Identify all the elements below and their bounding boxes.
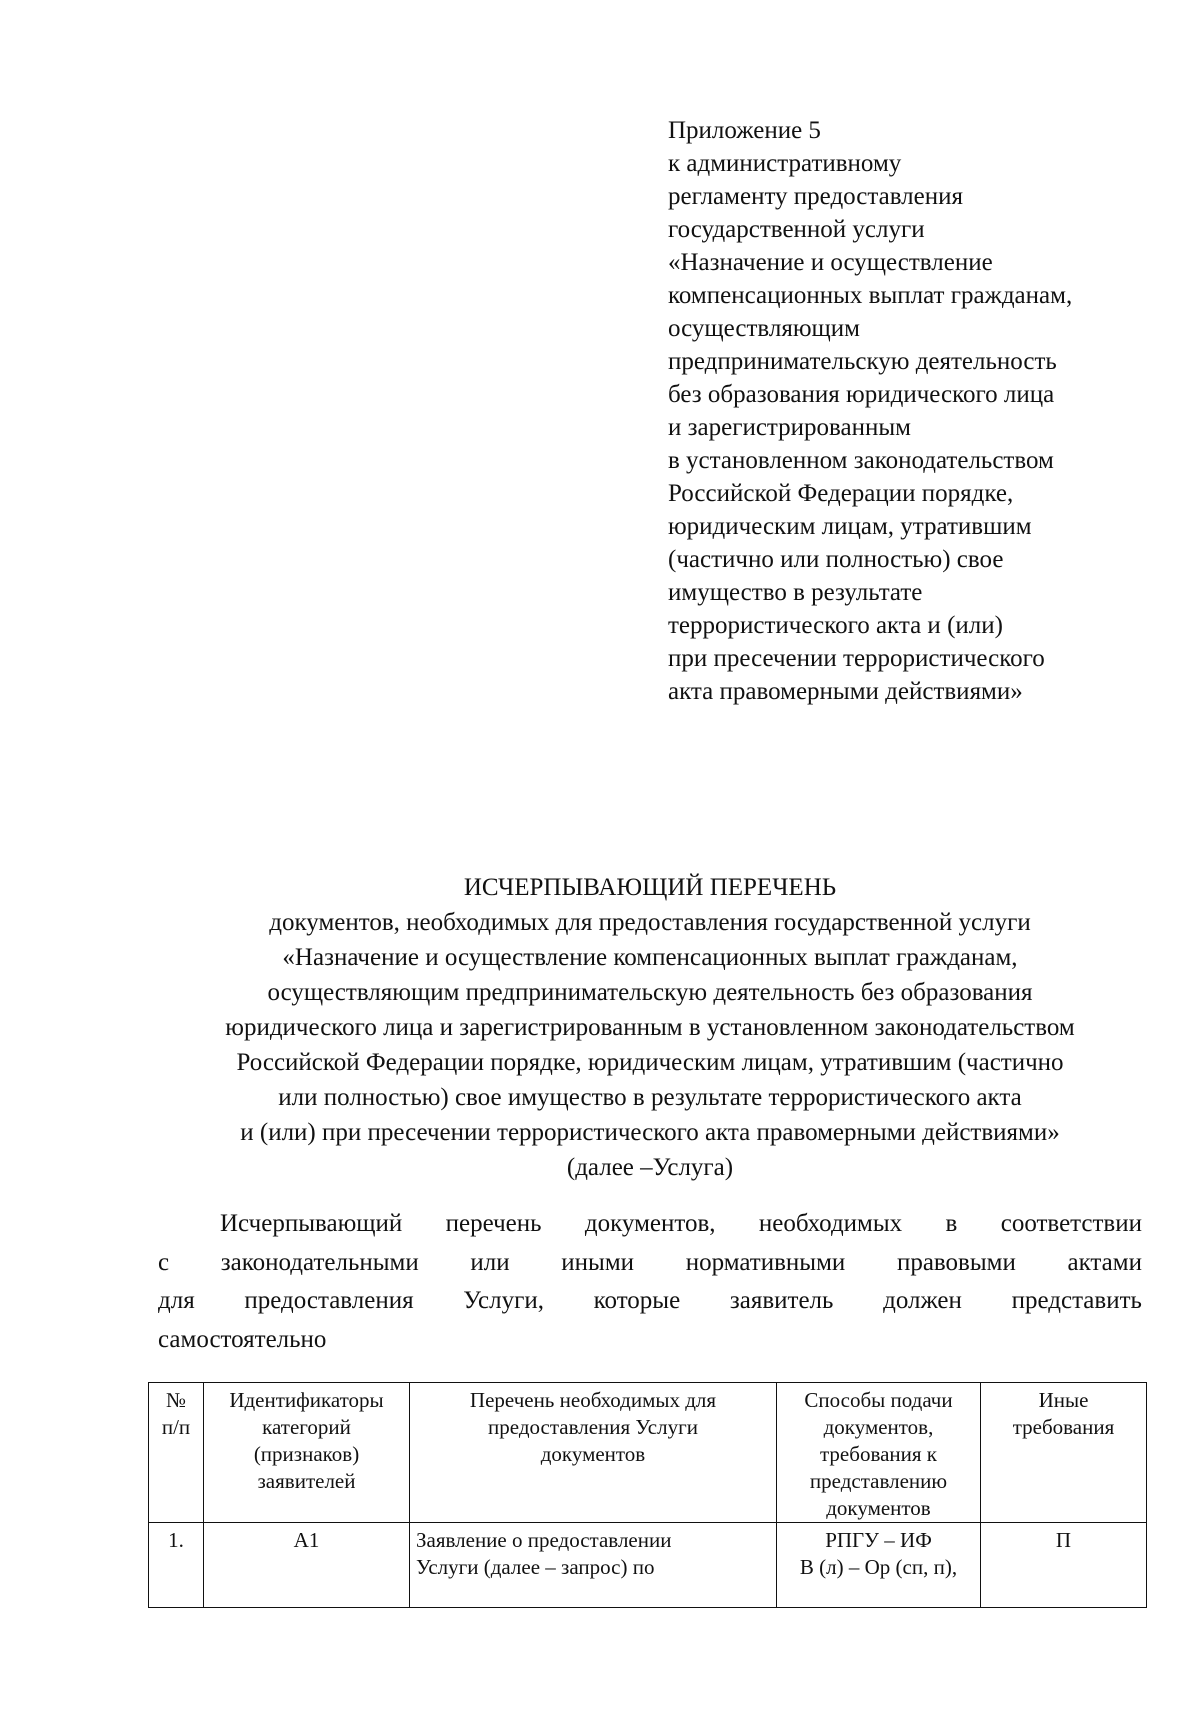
cell-text: Заявление о предоставлении	[416, 1528, 672, 1552]
intro-word: самостоятельно	[158, 1325, 327, 1353]
header-text: Идентификаторы	[229, 1388, 384, 1412]
cell-text: Услуги (далее – запрос) по	[416, 1555, 655, 1579]
intro-word: или	[470, 1248, 510, 1276]
table-row	[149, 1523, 1147, 1608]
header-cell-other	[981, 1383, 1147, 1523]
header-text: документов	[826, 1496, 931, 1520]
intro-word: соответствии	[1000, 1210, 1142, 1237]
intro-word: должен	[883, 1287, 962, 1314]
table-header-row	[149, 1383, 1147, 1523]
appendix-line: и зарегистрированным	[668, 414, 911, 441]
header-text: п/п	[161, 1415, 191, 1439]
header-text: Перечень необходимых для	[469, 1388, 717, 1412]
header-text: требования	[1012, 1415, 1115, 1439]
appendix-line: предпринимательскую деятельность	[668, 348, 1057, 375]
appendix-line: без образования юридического лица	[668, 381, 1055, 408]
header-text: предоставления Услуги	[488, 1415, 698, 1439]
header-text: Способы подачи	[804, 1388, 953, 1412]
cell-document	[410, 1523, 777, 1608]
header-text: представлению	[809, 1469, 948, 1493]
heading-line: или полностью) свое имущество в результате террористического акта	[278, 1084, 1022, 1111]
appendix-line: к административному	[668, 150, 902, 177]
intro-word: перечень	[445, 1210, 542, 1237]
intro-word: заявитель	[729, 1287, 834, 1314]
heading-line: Российской Федерации порядке, юридическим лицам, утратившим (частично	[236, 1049, 1064, 1076]
cell-other: П	[981, 1523, 1147, 1608]
appendix-line: Приложение 5	[668, 117, 821, 144]
appendix-line: юридическим лицам, утратившим	[668, 513, 1032, 540]
document-heading	[120, 870, 1180, 1185]
intro-word: иными	[561, 1248, 635, 1276]
appendix-line: при пресечении террористического	[668, 645, 1045, 672]
intro-word: с	[158, 1248, 170, 1276]
header-text: заявителей	[257, 1469, 356, 1493]
cell-text: РПГУ – ИФ	[825, 1528, 932, 1552]
intro-word: представить	[1011, 1287, 1142, 1314]
intro-line	[158, 1205, 1142, 1244]
appendix-line: Российской Федерации порядке,	[668, 480, 1014, 507]
heading-line: и (или) при пресечении террористического акта правомерными действиями»	[240, 1119, 1060, 1146]
appendix-line: имущество в результате	[668, 579, 923, 606]
documents-table	[148, 1382, 1147, 1608]
appendix-line: осуществляющим	[668, 315, 860, 342]
intro-word: которые	[593, 1287, 681, 1314]
appendix-line: государственной услуги	[668, 216, 925, 243]
heading-line: документов, необходимых для предоставления государственной услуги	[269, 909, 1031, 936]
intro-word: Услуги,	[463, 1287, 544, 1314]
appendix-line: акта правомерными действиями»	[668, 678, 1023, 705]
header-text: №	[165, 1388, 187, 1412]
intro-word: законодательными	[220, 1248, 419, 1276]
appendix-line: компенсационных выплат гражданам,	[668, 282, 1073, 309]
appendix-line: «Назначение и осуществление	[668, 249, 993, 276]
header-cell-number	[149, 1383, 204, 1523]
header-text: документов,	[823, 1415, 934, 1439]
intro-paragraph	[158, 1205, 1142, 1359]
intro-word: документов,	[584, 1210, 716, 1237]
header-text: требования к	[820, 1442, 937, 1466]
appendix-line: (частично или полностью) свое	[668, 546, 1004, 573]
appendix-line: в установленном законодательством	[668, 447, 1054, 474]
header-text: документов	[540, 1442, 646, 1466]
intro-word: Исчерпывающий	[220, 1210, 403, 1237]
appendix-line: регламенту предоставления	[668, 183, 964, 210]
header-text: Иные	[1038, 1388, 1089, 1412]
intro-line	[158, 1282, 1142, 1321]
intro-word: предоставления	[244, 1287, 414, 1314]
heading-line: (далее –Услуга)	[566, 1154, 734, 1181]
intro-word: в	[945, 1210, 958, 1237]
appendix-line: террористического акта и (или)	[668, 612, 1003, 639]
intro-word: для	[158, 1287, 195, 1314]
intro-word: актами	[1067, 1248, 1142, 1276]
intro-word: правовыми	[896, 1248, 1016, 1276]
header-cell-documents	[410, 1383, 777, 1523]
header-text: (признаков)	[253, 1442, 360, 1466]
cell-number: 1.	[149, 1523, 204, 1608]
header-text: категорий	[262, 1415, 351, 1439]
appendix-block	[668, 114, 1168, 708]
heading-line: «Назначение и осуществление компенсационных выплат гражданам,	[282, 944, 1018, 971]
header-cell-methods	[777, 1383, 981, 1523]
heading-line: юридического лица и зарегистрированным в установленном законодательством	[225, 1014, 1075, 1041]
intro-word: нормативными	[685, 1248, 846, 1276]
cell-method	[777, 1523, 981, 1608]
heading-line: осуществляющим предпринимательскую деятельность без образования	[267, 979, 1033, 1006]
intro-line	[158, 1244, 1142, 1283]
cell-identifier: А1	[204, 1523, 410, 1608]
header-cell-identifiers	[204, 1383, 410, 1523]
intro-line	[158, 1321, 1142, 1360]
intro-word: необходимых	[758, 1210, 903, 1237]
cell-text: В (л) – Ор (сп, п),	[799, 1555, 958, 1579]
document-title: ИСЧЕРПЫВАЮЩИЙ ПЕРЕЧЕНЬ	[463, 874, 837, 901]
